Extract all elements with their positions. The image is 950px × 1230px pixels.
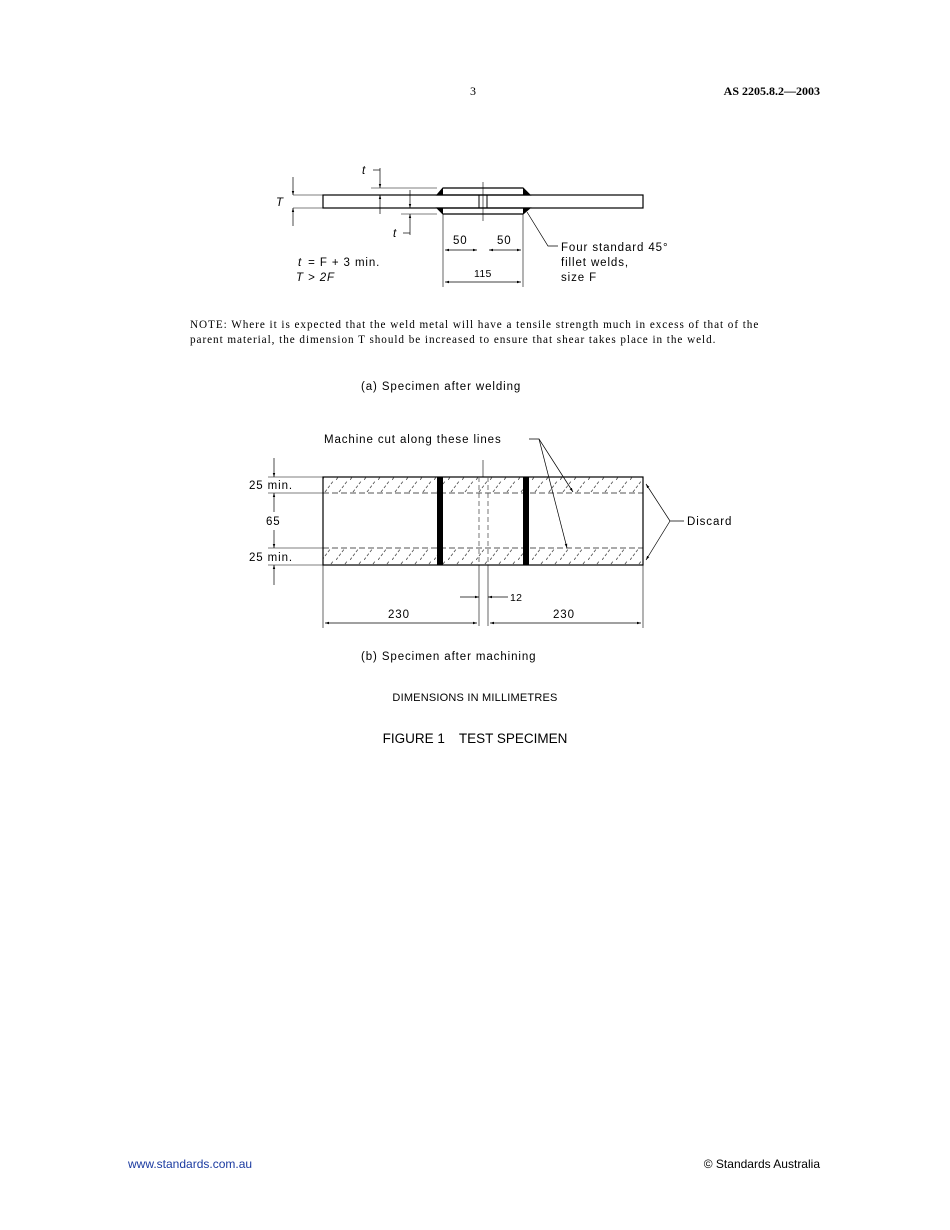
footer-copyright: © Standards Australia bbox=[703, 1157, 820, 1171]
weld-note-line3: size F bbox=[561, 272, 598, 284]
label-T: T bbox=[276, 197, 284, 209]
standard-designation: AS 2205.8.2—2003 bbox=[723, 84, 820, 98]
weld-band-left bbox=[437, 477, 443, 565]
dimensions-note: DIMENSIONS IN MILLIMETRES bbox=[392, 692, 558, 704]
footer-url-link[interactable]: www.standards.com.au bbox=[128, 1157, 253, 1171]
caption-a: (a) Specimen after welding bbox=[361, 381, 522, 393]
dim-65: 65 bbox=[266, 516, 281, 528]
dim-25-min-bottom: 25 min. bbox=[249, 552, 294, 564]
discard-strip-bottom bbox=[323, 548, 643, 565]
dim-115: 115 bbox=[474, 268, 492, 280]
figure-note: NOTE: Where it is expected that the weld metal will have a tensile strength much in excess of that of the parent material, the dimension T should be increased to ensure that shear takes place in the weld. bbox=[190, 319, 760, 346]
fillet-weld bbox=[437, 208, 443, 214]
label-t-bottom: t bbox=[393, 228, 398, 240]
equation-t: t = F + 3 min. bbox=[298, 257, 381, 269]
dim-50-right: 50 bbox=[497, 235, 512, 247]
dim-50-left: 50 bbox=[453, 235, 468, 247]
top-cover-plate bbox=[437, 188, 530, 195]
figure-b bbox=[249, 434, 732, 628]
dim-25-min-top: 25 min. bbox=[249, 480, 294, 492]
weld-note-line1: Four standard 45° bbox=[561, 242, 669, 254]
figure-title bbox=[0, 731, 950, 746]
dim-230-left: 230 bbox=[388, 609, 410, 621]
figure-a bbox=[276, 165, 668, 287]
weld-band-right bbox=[523, 477, 529, 565]
label-t-top: t bbox=[362, 165, 367, 177]
machine-cut-label: Machine cut along these lines bbox=[324, 434, 502, 446]
weld-note-line2: fillet welds, bbox=[561, 257, 629, 269]
caption-b: (b) Specimen after machining bbox=[361, 651, 537, 663]
page-number: 3 bbox=[470, 84, 476, 98]
bottom-cover-plate bbox=[437, 208, 530, 214]
dim-230-right: 230 bbox=[553, 609, 575, 621]
equation-T: T > 2F bbox=[296, 272, 335, 284]
dim-12: 12 bbox=[510, 592, 523, 604]
discard-label: Discard bbox=[687, 516, 733, 528]
figure-name: TEST SPECIMEN bbox=[458, 731, 568, 746]
figure-number: FIGURE 1 bbox=[382, 731, 445, 746]
discard-strip-top bbox=[323, 477, 643, 493]
